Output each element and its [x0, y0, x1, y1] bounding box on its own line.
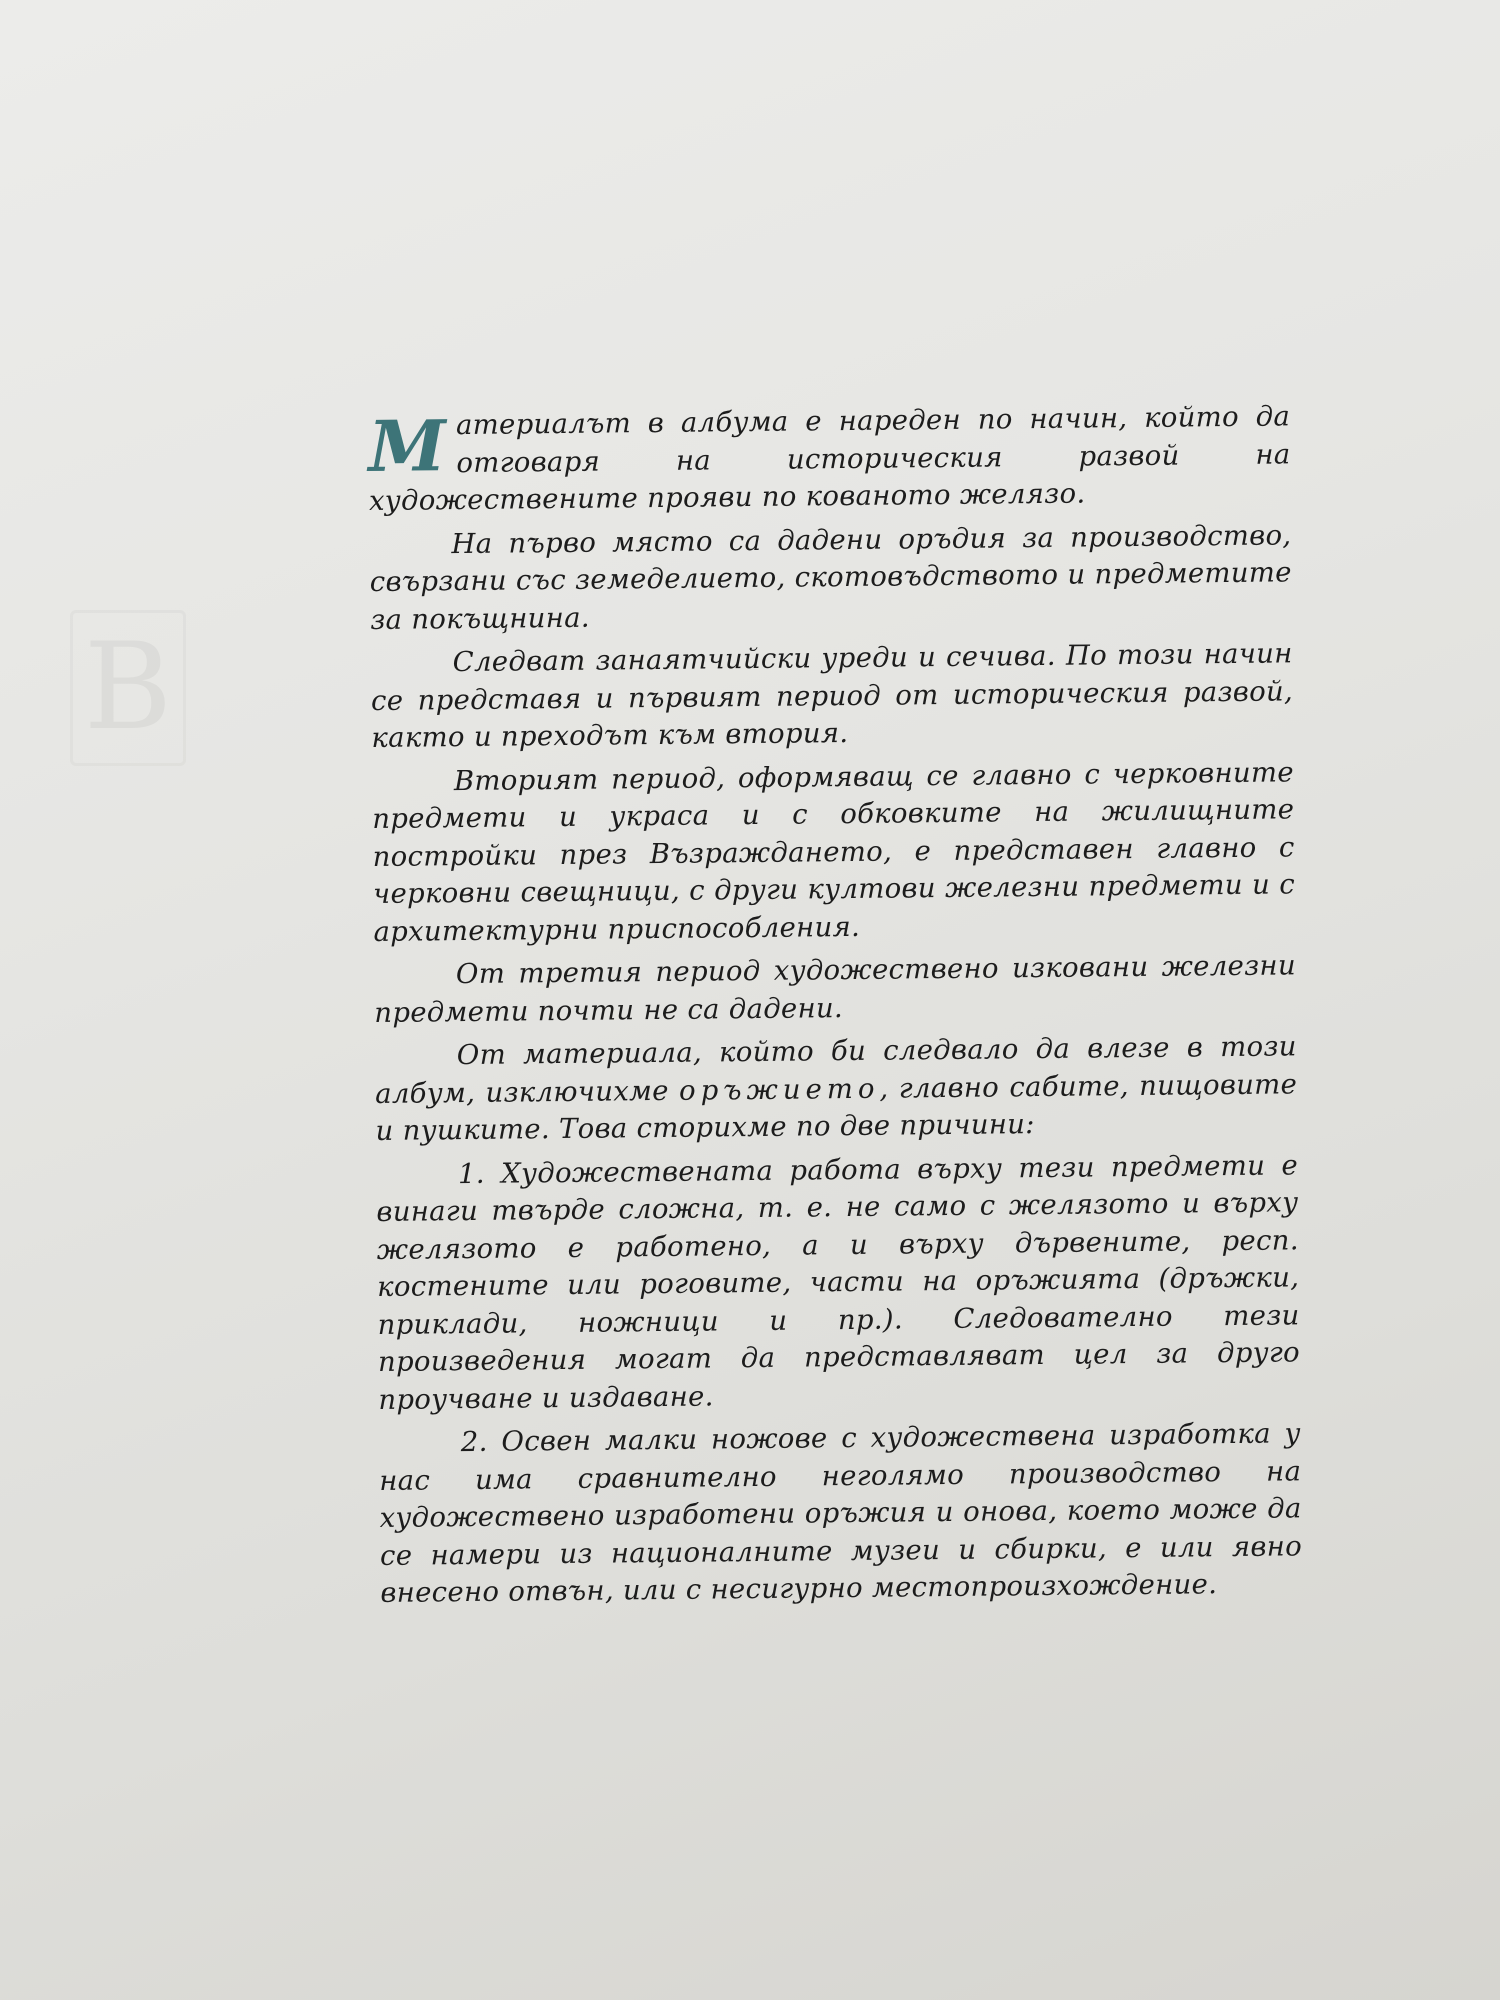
paragraph-5: От третия период художествено изковани железни предмети почти не са дадени.: [374, 949, 1297, 1029]
paragraph-8: 2. Освен малки ножове с художествена изработка у нас има сравнително неголямо производство на художествено изработени оръжия и онова, което може да се намери из националните музеи и сбирки, е или явно внесено отвън, или с несигурно местопроизхождение.: [379, 1417, 1303, 1609]
body-text: [368, 398, 1303, 1618]
paragraph-1: [368, 398, 1291, 520]
paragraph-4: Вторият период, оформяващ се главно с черковните предмети и украса и с обковките на жилищните постройки през Възраждането, е представен главно с черковни свещници, с други култови железни предмети и с архитектурни приспособления.: [372, 755, 1296, 948]
paragraph-6-start: От материала, който би следвало да влезе в този албум, изключихме: [375, 1030, 1297, 1110]
paragraph-1-text: атериалът в албума е нареден по начин, който да отговаря на историческия развой на художествените прояви по кованото желязо.: [368, 400, 1291, 517]
paragraph-6-emphasis: оръжието: [678, 1072, 880, 1107]
paragraph-6-end: , главно сабите, пищовите и пушките. Това сторихме по две причини:: [375, 1067, 1298, 1147]
paragraph-2: На първо място са дадени оръдия за производство, свързани със земеделието, скотовъдството и предметите за покъщнина.: [369, 518, 1292, 636]
paragraph-6: [375, 1028, 1298, 1150]
drop-cap: М: [367, 404, 447, 488]
paragraph-3: Следват занаятчийски уреди и сечива. По този начин се представя и първият период от историческия развой, както и преходът към втория.: [370, 637, 1294, 754]
show-through-letter: В: [70, 610, 186, 766]
paragraph-7: 1. Художествената работа върху тези предмети е винаги твърде сложна, т. е. не само с желязото и върху желязото е работено, а и върху дървените, респ. костените или роговите, части на оръжията (дръжки, приклади, ножници и пр.). Следователно тези произведения могат да представляват цел за друго проучване и издаване.: [376, 1148, 1301, 1416]
